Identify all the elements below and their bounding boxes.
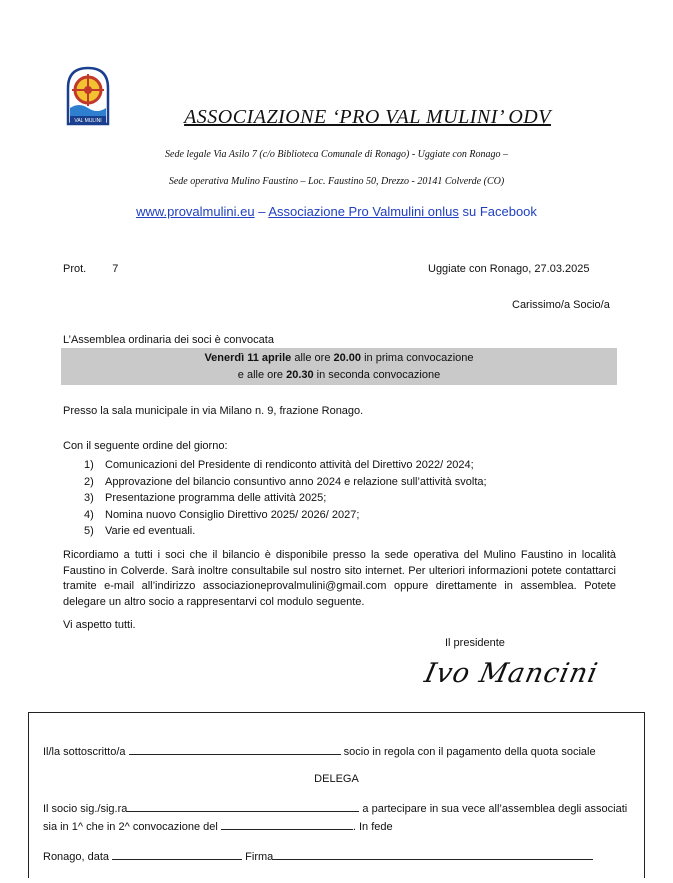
signatory-suffix: socio in regola con il pagamento della quota sociale: [340, 746, 596, 758]
logo-text: VAL MULINI: [74, 118, 102, 124]
agenda-number: 5): [84, 525, 94, 537]
association-title: ASSOCIAZIONE ‘PRO VAL MULINI’ ODV: [184, 106, 551, 128]
agenda-item: [63, 457, 487, 474]
operative-address: Sede operativa Mulino Faustino – Loc. Faustino 50, Drezzo - 20141 Colverde (CO): [168, 176, 505, 187]
second-call-prefix: e alle ore: [237, 369, 287, 381]
firma-field[interactable]: [273, 850, 593, 860]
convocation-text: L’Assemblea ordinaria dei soci è convocata: [63, 334, 274, 346]
agenda-intro: Con il seguente ordine del giorno:: [63, 440, 228, 452]
facebook-suffix: su Facebook: [458, 204, 537, 219]
agenda-list: [63, 457, 487, 540]
first-call-connector: alle ore: [291, 352, 334, 364]
delegate-suffix: a partecipare in sua vece all’assemblea degli associati: [359, 803, 628, 815]
agenda-text: Nomina nuovo Consiglio Direttivo 2025/ 2026/ 2027;: [105, 508, 360, 521]
second-call-time: 20.30: [286, 369, 314, 381]
delega-line-signatory: [43, 745, 596, 758]
date-label: Ronago, data: [43, 851, 113, 863]
convocation-label: sia in 1^ che in 2^ convocazione del: [43, 821, 221, 833]
agenda-number: 3): [84, 492, 94, 504]
president-label: Il presidente: [445, 637, 505, 649]
delegate-name-field[interactable]: [127, 802, 359, 812]
signatory-name-field[interactable]: [129, 745, 341, 755]
firma-label: Firma: [242, 851, 274, 863]
second-call-suffix: in seconda convocazione: [313, 369, 441, 381]
first-call-time: 20.00: [333, 352, 362, 364]
website-link[interactable]: www.provalmulini.eu: [136, 204, 255, 219]
greeting: Carissimo/a Socio/a: [512, 299, 610, 311]
web-links: [0, 204, 673, 219]
agenda-number: 4): [84, 508, 94, 521]
protocol-label: Prot.: [63, 263, 87, 275]
protocol: [63, 263, 118, 275]
agenda-number: 2): [84, 475, 94, 488]
in-fede-label: . In fede: [352, 821, 393, 833]
convocation-date-field[interactable]: [221, 820, 353, 830]
agenda-text: Approvazione del bilancio consuntivo anno 2024 e relazione sull’attività svolta;: [105, 475, 487, 488]
info-paragraph: Ricordiamo a tutti i soci che il bilancio è disponibile presso la sede operativa del Mulino Faustino in località Faustino in Colverde. Sarà inoltre consultabile sul nostro sito internet. Per ulteriori informazioni potete contattarci tramite e-mail all’indirizzo associazioneprovalmulini@gmail.com oppure direttamente in assemblea. Potete delegare un altro socio a rappresentarvi col modulo seguente.: [63, 549, 616, 608]
signatory-label: Il/la sottoscritto/a: [43, 746, 129, 758]
first-call-suffix: in prima convocazione: [361, 352, 474, 364]
first-call-date: Venerdì 11 aprile: [204, 352, 292, 364]
agenda-item: [63, 523, 487, 540]
meeting-location: Presso la sala municipale in via Milano n. 9, frazione Ronago.: [63, 405, 364, 417]
link-separator: –: [254, 204, 269, 219]
agenda-text: Comunicazioni del Presidente di rendiconto attività del Direttivo 2022/ 2024;: [105, 459, 474, 471]
agenda-number: 1): [84, 459, 94, 471]
agenda-item: [63, 474, 487, 491]
place-date: Uggiate con Ronago, 27.03.2025: [428, 263, 590, 275]
president-signature: Ivo Mancini: [421, 658, 601, 689]
agenda-text: Varie ed eventuali.: [105, 525, 196, 537]
meeting-dates-band: [61, 348, 617, 385]
first-call-line: [61, 350, 617, 367]
delega-line-convocation: [43, 820, 393, 833]
delega-line-date-signature: [43, 850, 593, 863]
closing-text: Vi aspetto tutti.: [63, 619, 136, 631]
facebook-link[interactable]: Associazione Pro Valmulini onlus: [268, 204, 459, 219]
protocol-number: 7: [112, 263, 119, 275]
delega-line-delegate: [43, 802, 627, 815]
agenda-item: [63, 507, 487, 524]
delegate-label: Il socio sig./sig.ra: [43, 803, 128, 815]
agenda-text: Presentazione programma delle attività 2025;: [105, 492, 327, 504]
date-field[interactable]: [112, 850, 242, 860]
second-call-line: [61, 367, 617, 384]
legal-address: Sede legale Via Asilo 7 (c/o Biblioteca Comunale di Ronago) - Uggiate con Ronago –: [165, 149, 508, 160]
delega-title: DELEGA: [314, 773, 359, 785]
agenda-item: [63, 490, 487, 507]
